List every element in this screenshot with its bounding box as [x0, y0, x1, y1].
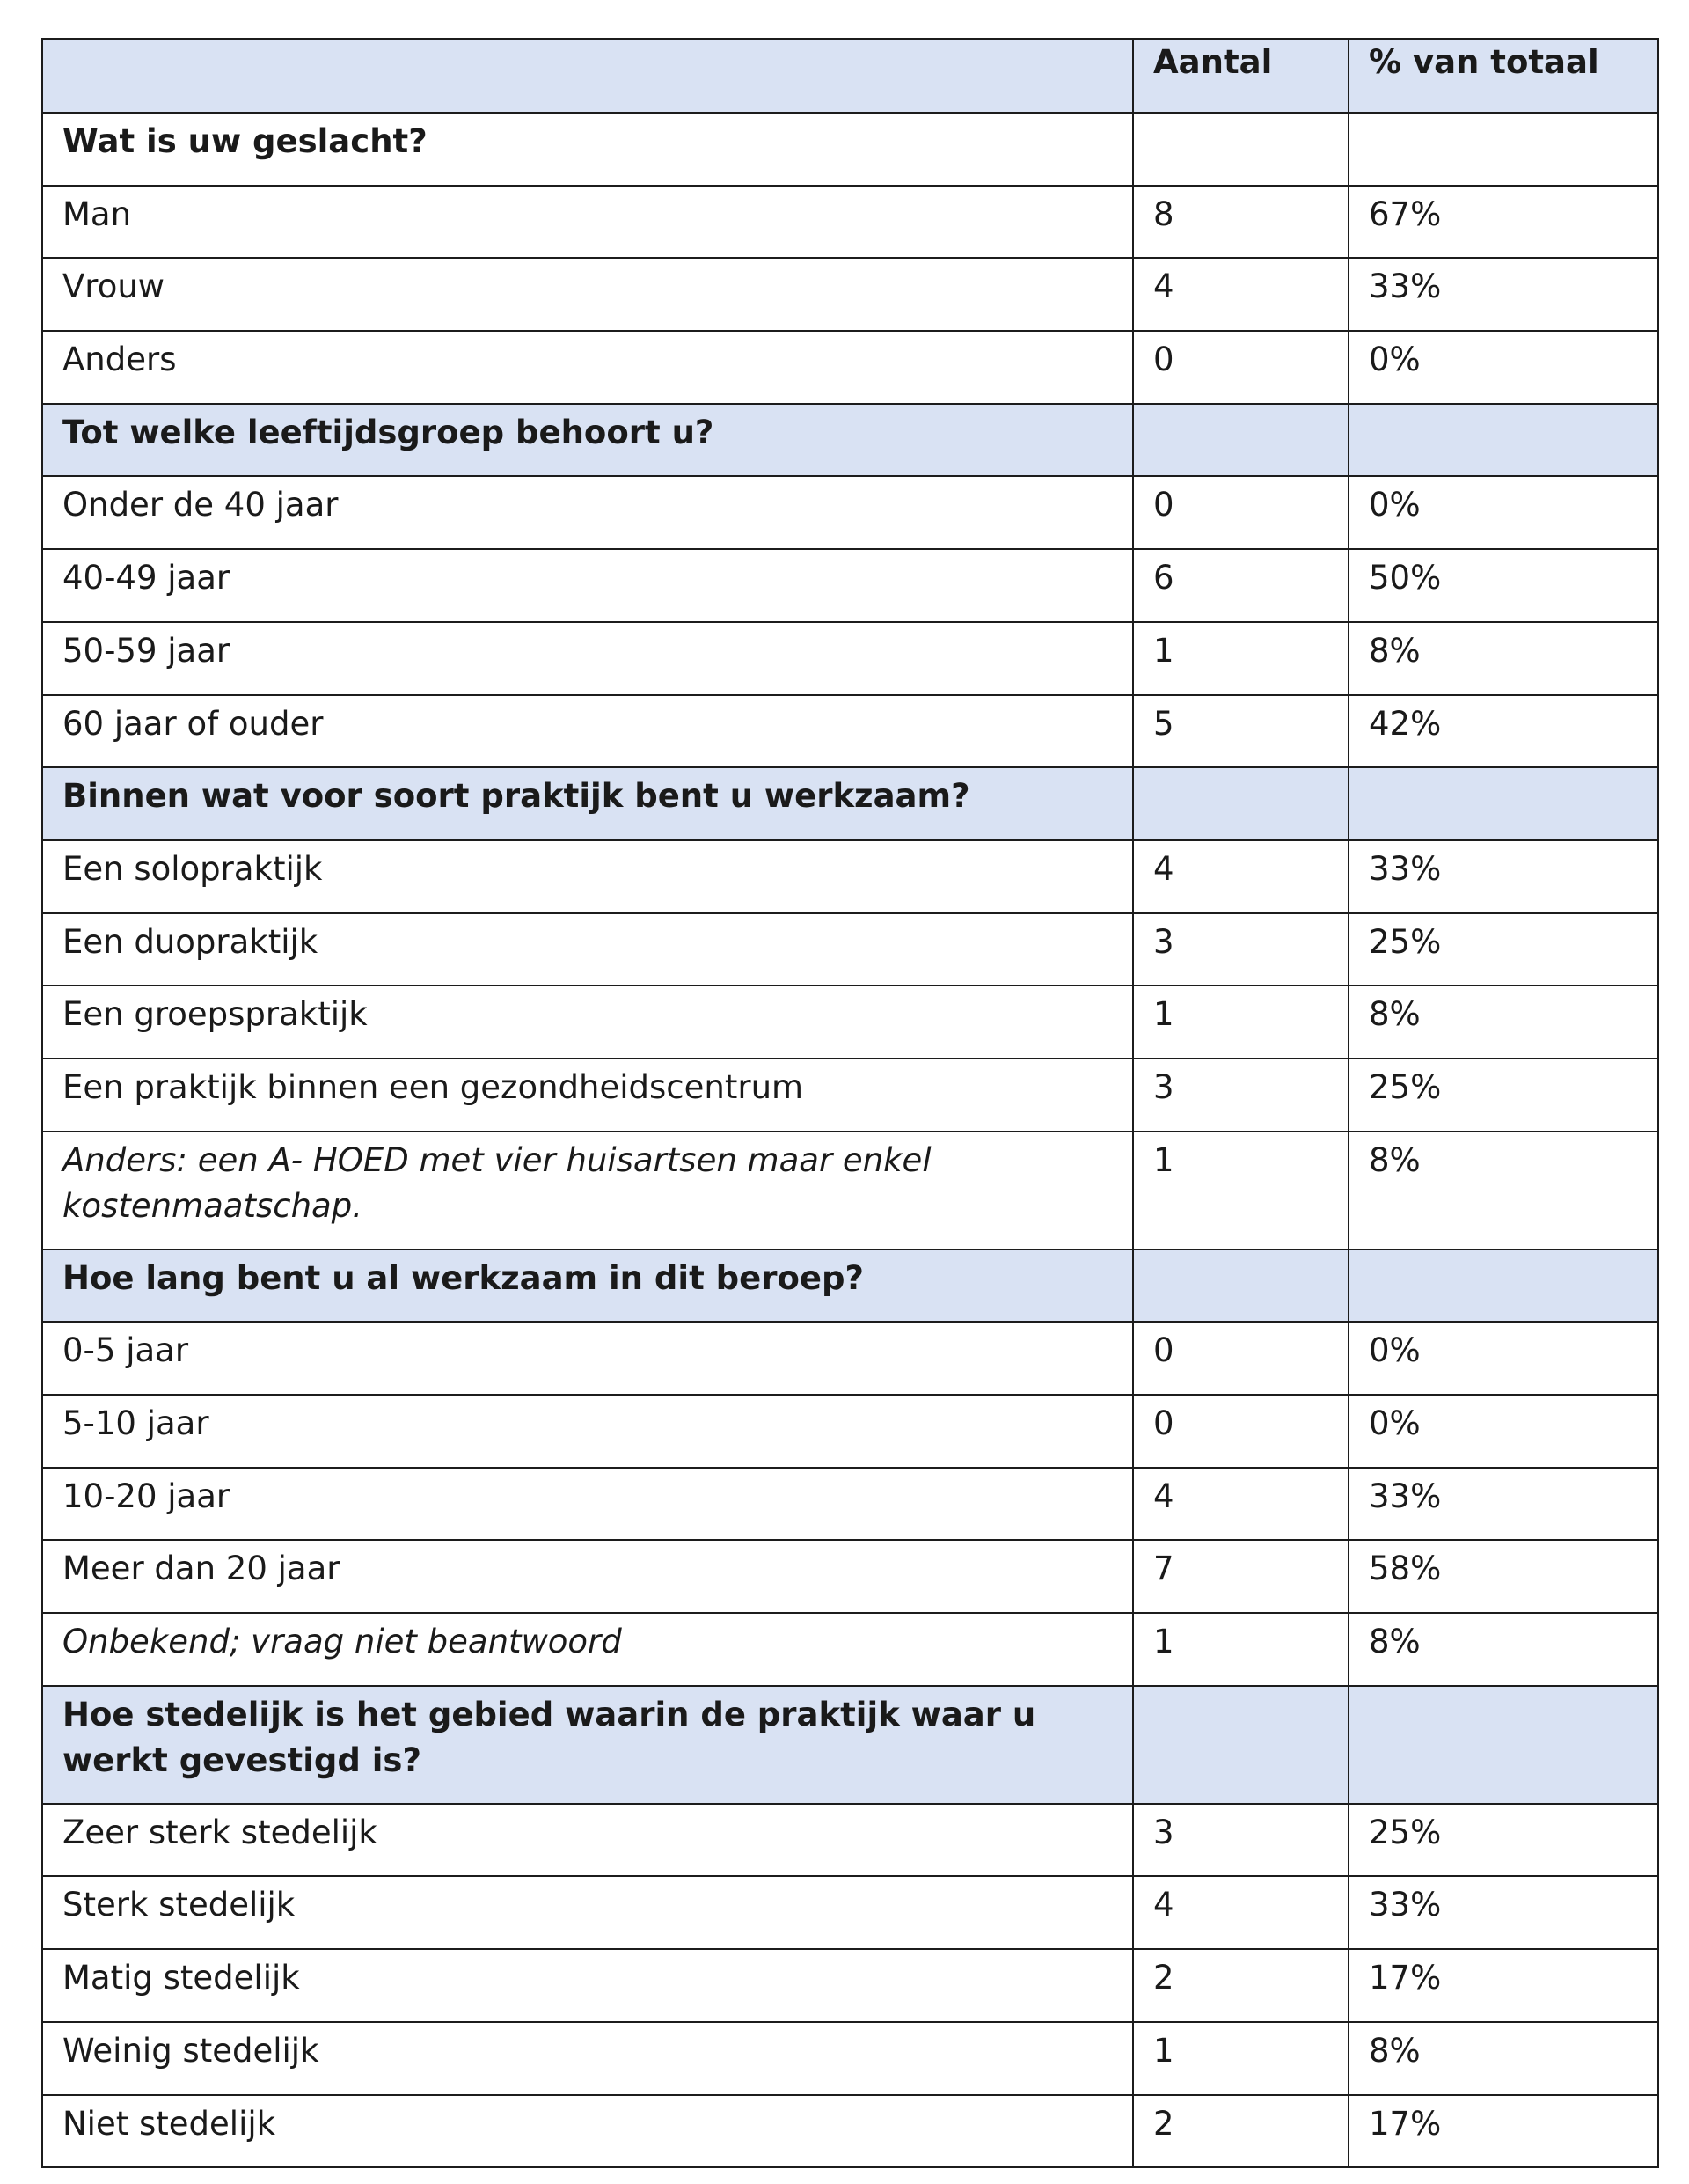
row-count: [1133, 1686, 1349, 1804]
table-row: [42, 549, 1658, 622]
row-percentage: [1349, 404, 1658, 477]
section-header-row: [42, 113, 1658, 186]
table-row: [42, 986, 1658, 1059]
survey-results-table: [41, 38, 1659, 2168]
row-percentage: 33%: [1349, 1876, 1658, 1949]
row-percentage: [1349, 1250, 1658, 1323]
table-row: [42, 1540, 1658, 1613]
row-label: 0-5 jaar: [42, 1322, 1133, 1395]
section-title: Wat is uw geslacht?: [42, 113, 1133, 186]
table-row: [42, 186, 1658, 259]
table-row: [42, 2095, 1658, 2168]
section-title: Binnen wat voor soort praktijk bent u werkzaam?: [42, 767, 1133, 840]
row-count: 0: [1133, 1322, 1349, 1395]
row-label: Een groepspraktijk: [42, 986, 1133, 1059]
table-row: [42, 1613, 1658, 1686]
row-count: 1: [1133, 622, 1349, 695]
row-percentage: 0%: [1349, 476, 1658, 549]
header-label: [42, 39, 1133, 113]
table-row: [42, 913, 1658, 986]
section-title: Hoe stedelijk is het gebied waarin de praktijk waar u werkt gevestigd is?: [42, 1686, 1133, 1804]
row-count: 4: [1133, 1468, 1349, 1541]
section-header-row: [42, 1686, 1658, 1804]
header-count: Aantal: [1133, 39, 1349, 113]
row-label: 50-59 jaar: [42, 622, 1133, 695]
row-percentage: 25%: [1349, 1804, 1658, 1877]
row-label: Onder de 40 jaar: [42, 476, 1133, 549]
row-label: Sterk stedelijk: [42, 1876, 1133, 1949]
row-label: Weinig stedelijk: [42, 2022, 1133, 2095]
row-percentage: 8%: [1349, 2022, 1658, 2095]
row-percentage: 25%: [1349, 1059, 1658, 1132]
section-title: Hoe lang bent u al werkzaam in dit beroep?: [42, 1250, 1133, 1323]
row-percentage: [1349, 113, 1658, 186]
table-row: [42, 1322, 1658, 1395]
section-header-row: [42, 404, 1658, 477]
row-label: 40-49 jaar: [42, 549, 1133, 622]
row-percentage: 33%: [1349, 258, 1658, 331]
section-title: Tot welke leeftijdsgroep behoort u?: [42, 404, 1133, 477]
table-row: [42, 1059, 1658, 1132]
section-header-row: [42, 1250, 1658, 1323]
table-row: [42, 840, 1658, 913]
row-percentage: 33%: [1349, 1468, 1658, 1541]
table-row: [42, 331, 1658, 404]
row-label: Man: [42, 186, 1133, 259]
row-count: 0: [1133, 476, 1349, 549]
table-row: [42, 1804, 1658, 1877]
row-label: Een praktijk binnen een gezondheidscentrum: [42, 1059, 1133, 1132]
row-count: 3: [1133, 1059, 1349, 1132]
section-header-row: [42, 767, 1658, 840]
row-percentage: 50%: [1349, 549, 1658, 622]
row-label: 10-20 jaar: [42, 1468, 1133, 1541]
row-label: Een duopraktijk: [42, 913, 1133, 986]
row-label: Anders: [42, 331, 1133, 404]
row-percentage: 8%: [1349, 1613, 1658, 1686]
row-count: 2: [1133, 1949, 1349, 2022]
row-label: 60 jaar of ouder: [42, 695, 1133, 768]
table-row: [42, 1468, 1658, 1541]
row-percentage: 67%: [1349, 186, 1658, 259]
row-percentage: 0%: [1349, 1395, 1658, 1468]
row-percentage: 0%: [1349, 331, 1658, 404]
table-row: [42, 695, 1658, 768]
table-body: [42, 113, 1658, 2167]
row-percentage: [1349, 767, 1658, 840]
row-count: 6: [1133, 549, 1349, 622]
table-row: [42, 1395, 1658, 1468]
row-percentage: 17%: [1349, 2095, 1658, 2168]
row-count: [1133, 767, 1349, 840]
row-label: Niet stedelijk: [42, 2095, 1133, 2168]
row-count: 1: [1133, 1132, 1349, 1250]
table-row: [42, 1876, 1658, 1949]
table-row: [42, 476, 1658, 549]
table-row: [42, 1949, 1658, 2022]
row-label: Vrouw: [42, 258, 1133, 331]
table-header-row: [42, 39, 1658, 113]
row-label: Anders: een A- HOED met vier huisartsen maar enkel kostenmaatschap.: [42, 1132, 1133, 1250]
row-label: Een solopraktijk: [42, 840, 1133, 913]
row-count: 7: [1133, 1540, 1349, 1613]
row-count: 4: [1133, 1876, 1349, 1949]
row-count: 2: [1133, 2095, 1349, 2168]
row-label: Zeer sterk stedelijk: [42, 1804, 1133, 1877]
row-percentage: 8%: [1349, 986, 1658, 1059]
row-count: 3: [1133, 913, 1349, 986]
row-count: 1: [1133, 986, 1349, 1059]
row-percentage: 8%: [1349, 1132, 1658, 1250]
row-count: 1: [1133, 1613, 1349, 1686]
row-count: 3: [1133, 1804, 1349, 1877]
row-label: Onbekend; vraag niet beantwoord: [42, 1613, 1133, 1686]
table-row: [42, 1132, 1658, 1250]
row-count: [1133, 113, 1349, 186]
row-percentage: 0%: [1349, 1322, 1658, 1395]
row-count: 0: [1133, 1395, 1349, 1468]
row-count: 8: [1133, 186, 1349, 259]
row-percentage: 8%: [1349, 622, 1658, 695]
row-percentage: 33%: [1349, 840, 1658, 913]
table-row: [42, 622, 1658, 695]
row-count: 4: [1133, 258, 1349, 331]
row-label: 5-10 jaar: [42, 1395, 1133, 1468]
row-percentage: 25%: [1349, 913, 1658, 986]
row-count: 1: [1133, 2022, 1349, 2095]
row-label: Matig stedelijk: [42, 1949, 1133, 2022]
row-percentage: 58%: [1349, 1540, 1658, 1613]
row-count: 5: [1133, 695, 1349, 768]
row-percentage: 42%: [1349, 695, 1658, 768]
row-count: [1133, 404, 1349, 477]
row-label: Meer dan 20 jaar: [42, 1540, 1133, 1613]
table-row: [42, 2022, 1658, 2095]
header-percentage: % van totaal: [1349, 39, 1658, 113]
row-percentage: [1349, 1686, 1658, 1804]
row-count: 0: [1133, 331, 1349, 404]
row-count: [1133, 1250, 1349, 1323]
table-row: [42, 258, 1658, 331]
row-count: 4: [1133, 840, 1349, 913]
row-percentage: 17%: [1349, 1949, 1658, 2022]
